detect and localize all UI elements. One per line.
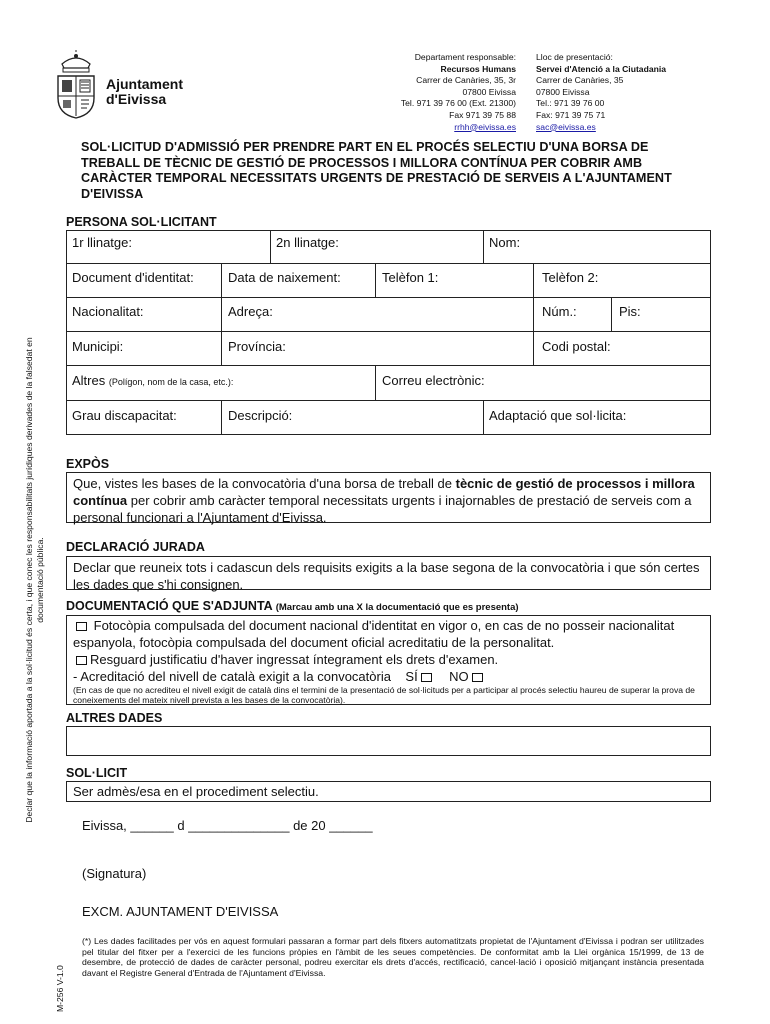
altres-dades-field[interactable]	[66, 726, 711, 756]
organization-name	[106, 77, 183, 107]
catala-no-label: NO	[449, 669, 469, 684]
section-altres-dades-heading: ALTRES DADES	[66, 711, 163, 725]
section-persona-heading: PERSONA SOL·LICITANT	[66, 215, 217, 229]
section-expos-heading: EXPÒS	[66, 457, 110, 471]
section-declaracio-heading: DECLARACIÓ JURADA	[66, 540, 205, 554]
loc-label: Lloc de presentació:	[536, 52, 613, 62]
signature-label: (Signatura)	[82, 866, 147, 881]
field-municipi[interactable]: Municipi:	[72, 339, 124, 354]
dept-tel: Tel. 971 39 76 00 (Ext. 21300)	[400, 98, 516, 109]
org-line-2: d'Eivissa	[106, 91, 167, 107]
field-naixement[interactable]: Data de naixement:	[228, 270, 341, 285]
date-line[interactable]: Eivissa, ______ d ______________ de 20 ______	[82, 818, 373, 833]
declaracio-box: Declar que reuneix tots i cadascun dels requisits exigits a la base segona de la convocatòria i que són certes les dades que s'hi consignen.	[66, 556, 711, 590]
dept-address: Carrer de Canàries, 35, 3r	[416, 75, 516, 86]
field-nom[interactable]: Nom:	[489, 235, 521, 250]
dept-email-link[interactable]: rrhh@eivissa.es	[454, 121, 516, 132]
doc-item-resguard	[73, 651, 704, 668]
loc-city: 07800 Eivissa	[536, 86, 590, 97]
coat-of-arms-icon	[54, 50, 98, 120]
side-declaration: Declar que la informació aportada a la sol·licitud és certa, i que conec les responsabilitats jurídiques derivades de la falsedat en documentació pública.	[24, 337, 45, 823]
solicit-box: Ser admès/esa en el procediment selectiu.	[66, 781, 711, 802]
org-line-1: Ajuntament	[106, 76, 183, 92]
altres-hint: (Polígon, nom de la casa, etc.):	[108, 377, 234, 387]
dept-city: 07800 Eivissa	[462, 86, 516, 97]
field-codi-postal[interactable]: Codi postal:	[542, 339, 611, 354]
field-pis[interactable]: Pis:	[619, 304, 641, 319]
loc-email-link[interactable]: sac@eivissa.es	[536, 121, 596, 132]
field-document[interactable]: Document d'identitat:	[72, 270, 194, 285]
expos-box	[66, 472, 711, 523]
field-llinatge2[interactable]: 2n llinatge:	[276, 235, 339, 250]
form-code: M-256 V-1.0	[55, 965, 65, 1012]
loc-address: Carrer de Canàries, 35	[536, 75, 624, 86]
dept-fax: Fax 971 39 75 88	[449, 109, 516, 120]
expos-text-b: per cobrir amb caràcter temporal necessitats urgents i inajornables de prestació de serveis com a personal funcionari a l'Ajuntament d'Eivissa.	[73, 493, 692, 525]
dept-label: Departament responsable:	[414, 52, 516, 62]
data-protection-footnote: (*) Les dades facilitades per vós en aquest formulari passaran a formar part dels fitxers automatitzats propietat de l'Ajuntament d'Eivissa i podran ser utilitzades pel titular del fitxer per a l'exercici de les funcions pròpies en l'àmbit de les seues competències. De conformitat amb la Llei orgànica 15/1999, de 13 de desembre, de protecció de dades de caràcter personal, podreu exercitar els drets d'accés, rectificació, cancel·lació i oposició mitjançant instància presentada davant el Registre General d'Entrada de l'Ajuntament d'Eivissa.	[82, 936, 704, 978]
checkbox-resguard[interactable]	[76, 656, 87, 665]
section-documentacio-heading	[66, 599, 519, 613]
field-adreca[interactable]: Adreça:	[228, 304, 273, 319]
checkbox-catala-si[interactable]	[421, 673, 432, 682]
department-info	[401, 52, 516, 133]
doc-item-catala	[73, 668, 704, 685]
documentacio-heading-text: DOCUMENTACIÓ QUE S'ADJUNTA	[66, 599, 273, 613]
doc-item-resguard-text: Resguard justificatiu d'haver ingressat íntegrament els drets d'examen.	[90, 652, 499, 667]
field-descripcio[interactable]: Descripció:	[228, 408, 293, 423]
presentation-place-info	[536, 52, 666, 133]
field-telefon1[interactable]: Telèfon 1:	[382, 270, 439, 285]
expos-text-a: Que, vistes les bases de la convocatòria d'una borsa de treball de	[73, 476, 456, 491]
addressee: EXCM. AJUNTAMENT D'EIVISSA	[82, 904, 279, 919]
expos-text-bold: tècnic de gestió de processos i millora contínua	[73, 476, 695, 508]
field-num[interactable]: Núm.:	[542, 304, 577, 319]
dept-name: Recursos Humans	[440, 63, 516, 74]
documentacio-box	[66, 615, 711, 705]
loc-name: Servei d'Atenció a la Ciutadania	[536, 63, 667, 74]
field-discapacitat[interactable]: Grau discapacitat:	[72, 408, 177, 423]
field-nacionalitat[interactable]: Nacionalitat:	[72, 304, 144, 319]
doc-item-catala-text: - Acreditació del nivell de català exigit a la convocatòria	[73, 669, 391, 684]
field-provincia[interactable]: Província:	[228, 339, 286, 354]
field-altres[interactable]	[72, 373, 233, 388]
loc-fax: Fax: 971 39 75 71	[536, 109, 606, 120]
checkbox-catala-no[interactable]	[472, 673, 483, 682]
catala-si-label: SÍ	[405, 669, 418, 684]
altres-label: Altres	[72, 373, 106, 388]
section-solicit-heading: SOL·LICIT	[66, 766, 128, 780]
loc-tel: Tel.: 971 39 76 00	[536, 98, 605, 109]
doc-item-dni-text: Fotocòpia compulsada del document nacional d'identitat en vigor o, en cas de no posseir nacionalitat espanyola, fotocòpia compulsada del document oficial acreditatiu de la personalitat.	[73, 618, 675, 650]
field-llinatge1[interactable]: 1r llinatge:	[72, 235, 132, 250]
applicant-data-table	[66, 230, 711, 435]
field-correu[interactable]: Correu electrònic:	[382, 373, 485, 388]
checkbox-dni[interactable]	[76, 622, 87, 631]
doc-item-dni	[73, 617, 704, 651]
documentacio-heading-note: (Marcau amb una X la documentació que es presenta)	[275, 602, 519, 613]
document-title: SOL·LICITUD D'ADMISSIÓ PER PRENDRE PART EN EL PROCÉS SELECTIU D'UNA BORSA DE TREBALL DE TÈCNIC DE GESTIÓ DE PROCESSOS I MILLORA CONTÍNUA PER COBRIR AMB CARÀCTER TEMPORAL NECESSITATS URGENTS DE PRESTACIÓ DE SERVEIS A L'AJUNTAMENT D'EIVISSA	[81, 140, 672, 201]
field-telefon2[interactable]: Telèfon 2:	[542, 270, 599, 285]
field-adaptacio[interactable]: Adaptació que sol·licita:	[489, 408, 627, 423]
catala-note: (En cas de que no acrediteu el nivell exigit de català dins el termini de la presentació de sol·licituds per a participar al procés selectiu haureu de superar la prova de coneixements del mateix nivell prevista a les bases de la convocatòria).	[73, 685, 695, 705]
